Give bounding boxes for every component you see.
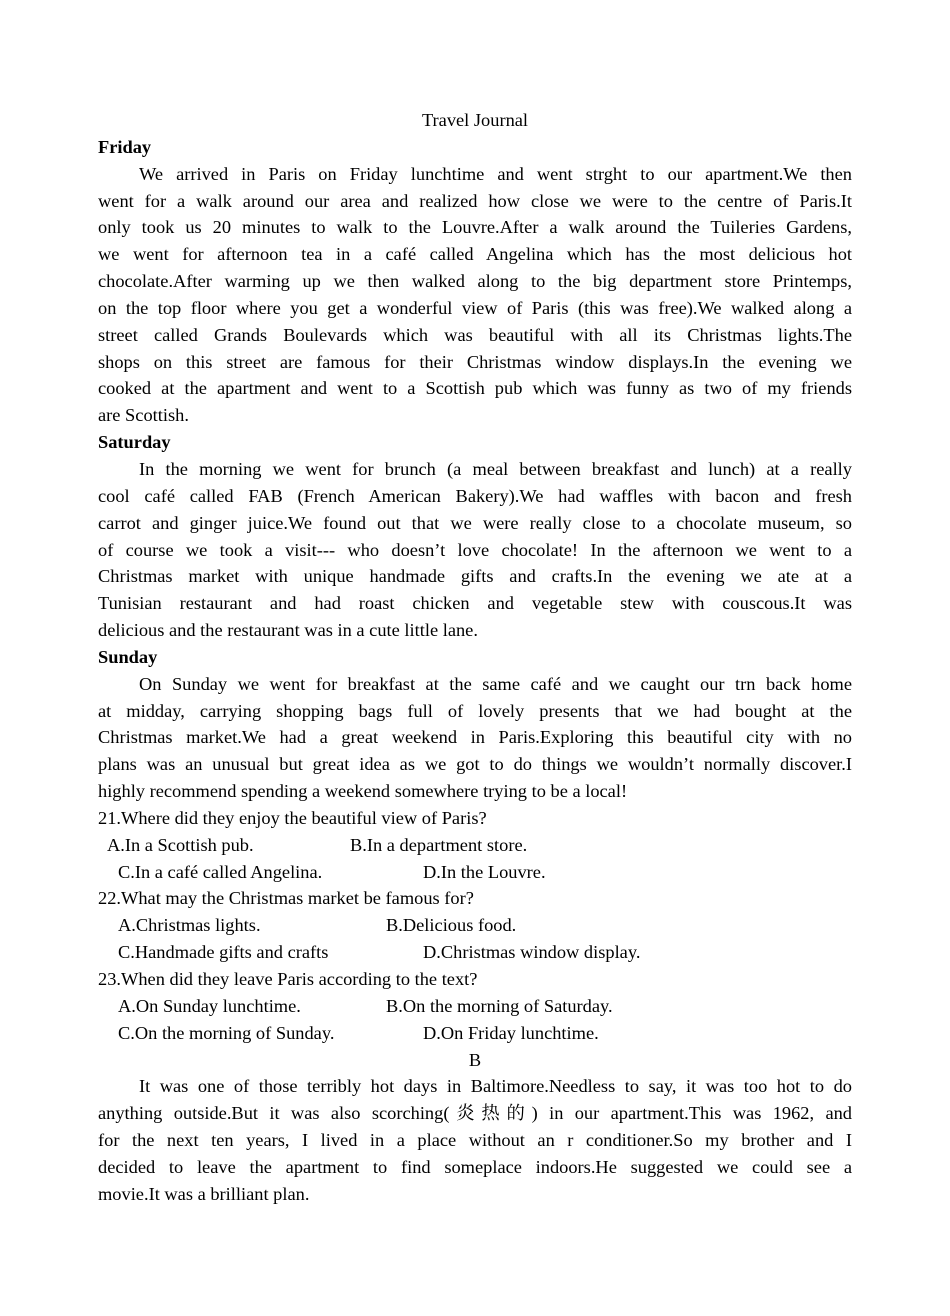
paragraph-line: are Scottish. bbox=[98, 405, 189, 426]
question-options-row bbox=[98, 993, 852, 1020]
paragraph-line: It was one of those terribly hot days in Baltimore.Needless to say, it was too hot to do bbox=[139, 1076, 852, 1097]
option-b: B.In a department store. bbox=[350, 834, 528, 855]
document-page bbox=[98, 107, 852, 1208]
question-options-row bbox=[98, 859, 852, 886]
paragraph-line: carrot and ginger juice.We found out that we were really close to a chocolate museum, so bbox=[98, 512, 852, 533]
option-d: D.Christmas window display. bbox=[423, 942, 641, 963]
paragraph-line: Tunisian restaurant and had roast chicken and vegetable stew with couscous.It was bbox=[98, 593, 852, 614]
option-a: A.In a Scottish pub. bbox=[107, 834, 254, 855]
paragraph-line: decided to leave the apartment to find someplace indoors.He suggested we could see a bbox=[98, 1156, 852, 1177]
paragraph-line: cooked at the apartment and went to a Scottish pub which was funny as two of my friends bbox=[98, 378, 852, 399]
paragraph-line: plans was an unusual but great idea as we got to do things we wouldn’t normally discover.I bbox=[98, 754, 852, 775]
question-stem-22: 22.What may the Christmas market be famous for? bbox=[98, 888, 474, 909]
paragraph-line: went for a walk around our area and realized how close we were to the centre of Paris.It bbox=[98, 190, 852, 211]
option-a: A.On Sunday lunchtime. bbox=[118, 995, 301, 1016]
paragraph-line: In the morning we went for brunch (a meal between breakfast and lunch) at a really bbox=[139, 458, 852, 479]
option-d: D.In the Louvre. bbox=[423, 861, 546, 882]
option-c: C.On the morning of Sunday. bbox=[118, 1022, 335, 1043]
section-heading-friday: Friday bbox=[98, 136, 152, 157]
paragraph-line: at midday, carrying shopping bags full of lovely presents that we had bought at the bbox=[98, 700, 852, 721]
option-c: C.Handmade gifts and crafts bbox=[118, 942, 329, 963]
question-options-row bbox=[98, 1020, 852, 1047]
option-b: B.Delicious food. bbox=[386, 915, 517, 936]
paragraph-line: highly recommend spending a weekend somewhere trying to be a local! bbox=[98, 781, 628, 802]
paragraph-line: on the top floor where you get a wonderful view of Paris (this was free).We walked along a bbox=[98, 297, 852, 318]
page-title: Travel Journal bbox=[421, 110, 529, 130]
question-stem-21: 21.Where did they enjoy the beautiful view of Paris? bbox=[98, 807, 487, 828]
paragraph-line: shops on this street are famous for their Christmas window displays.In the evening we bbox=[98, 351, 852, 372]
paragraph-line: only took us 20 minutes to walk to the Louvre.After a walk around the Tuileries Gardens, bbox=[98, 217, 852, 238]
paragraph-line: street called Grands Boulevards which was beautiful with all its Christmas lights.The bbox=[98, 324, 852, 345]
paragraph-line: On Sunday we went for breakfast at the same café and we caught our trn back home bbox=[139, 673, 852, 694]
paragraph-line: chocolate.After warming up we then walked along to the big department store Printemps, bbox=[98, 271, 852, 292]
option-d: D.On Friday lunchtime. bbox=[423, 1022, 599, 1043]
paragraph-line: cool café called FAB (French American Bakery).We had waffles with bacon and fresh bbox=[98, 485, 852, 506]
section-heading-sunday: Sunday bbox=[98, 646, 158, 667]
option-a: A.Christmas lights. bbox=[118, 915, 261, 936]
question-options-row bbox=[98, 832, 852, 859]
option-b: B.On the morning of Saturday. bbox=[386, 995, 613, 1016]
paragraph-line: we went for afternoon tea in a café called Angelina which has the most delicious hot bbox=[98, 244, 852, 265]
question-options-row bbox=[98, 939, 852, 966]
paragraph-line: movie.It was a brilliant plan. bbox=[98, 1183, 310, 1204]
paragraph-line: for the next ten years, I lived in a place without an r conditioner.So my brother and I bbox=[98, 1130, 852, 1151]
question-stem-23: 23.When did they leave Paris according to the text? bbox=[98, 969, 478, 989]
paragraph-line: of course we took a visit--- who doesn’t love chocolate! In the afternoon we went to a bbox=[98, 539, 852, 560]
question-options-row bbox=[98, 912, 852, 939]
part-b-label: B bbox=[468, 1049, 482, 1070]
section-heading-saturday: Saturday bbox=[98, 432, 171, 453]
paragraph-line: delicious and the restaurant was in a cute little lane. bbox=[98, 620, 478, 641]
paragraph-line: anything outside.But it was also scorching(炎热的) in our apartment.This was 1962, and bbox=[98, 1103, 852, 1124]
paragraph-line: Christmas market.We had a great weekend in Paris.Exploring this beautiful city with no bbox=[98, 727, 852, 748]
paragraph-line: Christmas market with unique handmade gifts and crafts.In the evening we ate at a bbox=[98, 566, 852, 587]
option-c: C.In a café called Angelina. bbox=[118, 861, 323, 882]
paragraph-line: We arrived in Paris on Friday lunchtime and went strght to our apartment.We then bbox=[139, 163, 852, 184]
